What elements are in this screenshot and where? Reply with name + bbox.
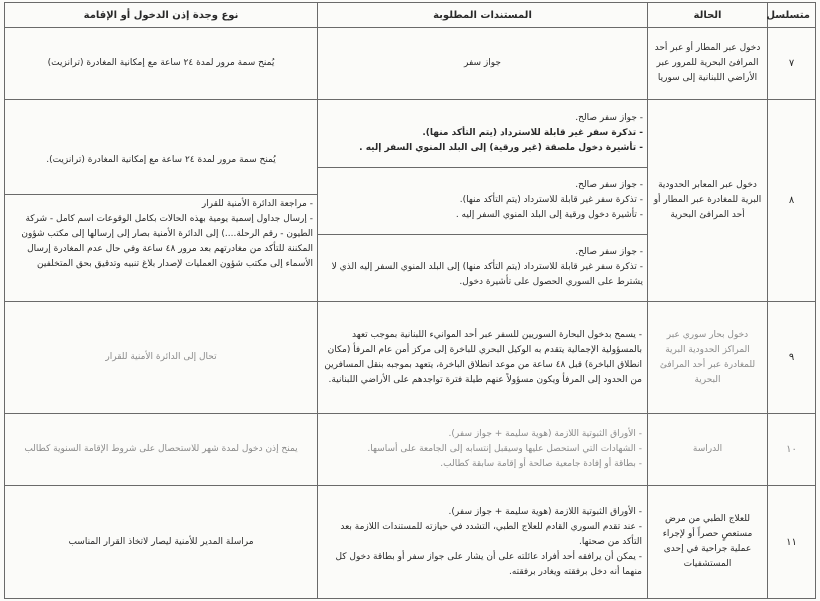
row-permit: يمنح إذن دخول لمدة شهر للاستحصال على شروط الإقامة السنوية كطالب (5, 414, 318, 486)
header-row (5, 3, 816, 28)
row-serial: ٧ (768, 28, 816, 100)
row-serial: ١١ (768, 486, 816, 599)
document-item: - جواز سفر صالح. (575, 113, 643, 123)
row-documents (318, 302, 648, 414)
documents-group (318, 234, 647, 301)
row-documents: جواز سفر (318, 28, 648, 100)
regulations-table (4, 2, 816, 599)
table-row (5, 414, 816, 486)
document-item: - بطاقة أو إفادة جامعية صالحة أو إقامة سابقة كطالب. (440, 459, 642, 469)
documents-group (318, 101, 647, 168)
permit-item: يُمنح سمة مرور لمدة ٢٤ ساعة مع إمكانية المغادرة (ترانزيت). (5, 128, 317, 195)
row-permit: مراسلة المدير للأمنية ليصار لاتخاذ القرار المناسب (5, 486, 318, 599)
document-item: - يمكن أن يرافقه أحد أفراد عائلته على أن يشار على جواز سفر أو بطاقة دخول كل منهما أنه دخل برفقته ويغادر برفقته. (335, 551, 642, 577)
table-row (5, 302, 816, 414)
document-item: - تأشيرة دخول ملصقة (غير ورقية) إلى البلد المنوي السفر إليه . (359, 143, 643, 153)
row-permit: تحال إلى الدائرة الأمنية للقرار (5, 302, 318, 414)
document-item: - تذكرة سفر غير قابلة للاسترداد (يتم التأكد منها). (459, 195, 643, 205)
row-condition: دخول عبر المطار أو عبر أحد المرافئ البحرية للمرور عبر الأراضي اللبنانية إلى سوريا (648, 28, 768, 100)
document-item: - تذكرة سفر غير قابلة للاسترداد (يتم التأكد منها). (422, 128, 643, 138)
row-condition: دخول بحار سوري عبر المراكز الحدودية البرية للمغادرة عبر أحد المرافئ البحرية (648, 302, 768, 414)
documents-group (318, 167, 647, 234)
table-row (5, 28, 816, 100)
header-condition: الحالة (648, 3, 768, 28)
row-permit (5, 100, 318, 302)
row-serial: ١٠ (768, 414, 816, 486)
document-item: - تأشيرة دخول ورقية إلى البلد المنوي السفر إليه . (455, 210, 643, 220)
permit-list-item: - مراجعة الدائرة الأمنية للقرار (201, 198, 313, 209)
row-documents (318, 100, 648, 302)
table-row (5, 486, 816, 599)
document-item: - جواز سفر صالح. (575, 180, 643, 190)
document-item: - الأوراق الثبوتية اللازمة (هوية سليمة + جواز سفر). (448, 429, 642, 439)
table-row (5, 100, 816, 302)
row-permit: يُمنح سمة مرور لمدة ٢٤ ساعة مع إمكانية المغادرة (ترانزيت) (5, 28, 318, 100)
permit-list-item: - إرسال جداول إسمية يومية بهذه الحالات بكامل الوقوعات اسم كامل - شركة الطيون - رقم الرحلة....) إلى الدائرة الأمنية بصار إلى إرسالها إلى مكتب شؤون المكننة للتأكد من مغادرتهم بعد مرور ٤٨ ساعة وفي حال عدم المغادرة إرسال الأسماء إلى مكتب شؤون العمليات لإصدار بلاغ تنبيه وتدقيق بحق المتخلفين (21, 213, 313, 269)
header-serial: متسلسل (768, 3, 816, 28)
document-item: - عند تقدم السوري القادم للعلاج الطبي، التشدد في حيازته للمستندات اللازمة بعد التأكد من صحتها. (340, 521, 642, 547)
row-documents (318, 414, 648, 486)
document-item: - جواز سفر صالح. (575, 247, 643, 257)
row-condition: للعلاج الطبي من مرض مستعصٍ حصراً أو لإجراء عملية جراحية في إحدى المستشفيات (648, 486, 768, 599)
document-item: - يسمح بدخول البحارة السوريين للسفر عبر أحد الموانيء اللبنانية بموجب تعهد بالمسؤولية الإجمالية يتقدم به الوكيل البحري للباخرة إلى مركز أمن عام المرفأ (مكان انطلاق الباخرة) قبل ٤٨ ساعة من موعد انطلاق الباخرة، يتعهد بموجبه بنقل المسافرين من الحدود إلى المرفأ ويكون مسؤولاً عنهم طيلة فترة تواجدهم على الأراضي اللبنانية. (324, 329, 642, 385)
row-serial: ٩ (768, 302, 816, 414)
permit-list (5, 194, 317, 274)
permit-groups (5, 128, 317, 274)
header-permit: نوع وجدة إذن الدخول أو الإقامة (5, 3, 318, 28)
row-condition: دخول عبر المعابر الحدودية البرية للمغادرة عبر المطار أو أحد المرافئ البحرية (648, 100, 768, 302)
document-item: - الشهادات التي استحصل عليها وسيقبل إنتسابه إلى الجامعة على أساسها. (367, 444, 642, 454)
documents-groups (318, 101, 647, 301)
row-documents (318, 486, 648, 599)
header-documents: المستندات المطلوبة (318, 3, 648, 28)
row-serial: ٨ (768, 100, 816, 302)
row-condition: الدراسة (648, 414, 768, 486)
document-item: - تذكرة سفر غير قابلة للاسترداد (يتم التأكد منها) إلى البلد المنوي السفر إليه الذي لا يشترط على السوري الحصول على تأشيرة دخول. (331, 262, 643, 287)
document-item: - الأوراق الثبوتية اللازمة (هوية سليمة + جواز سفر). (448, 506, 642, 517)
